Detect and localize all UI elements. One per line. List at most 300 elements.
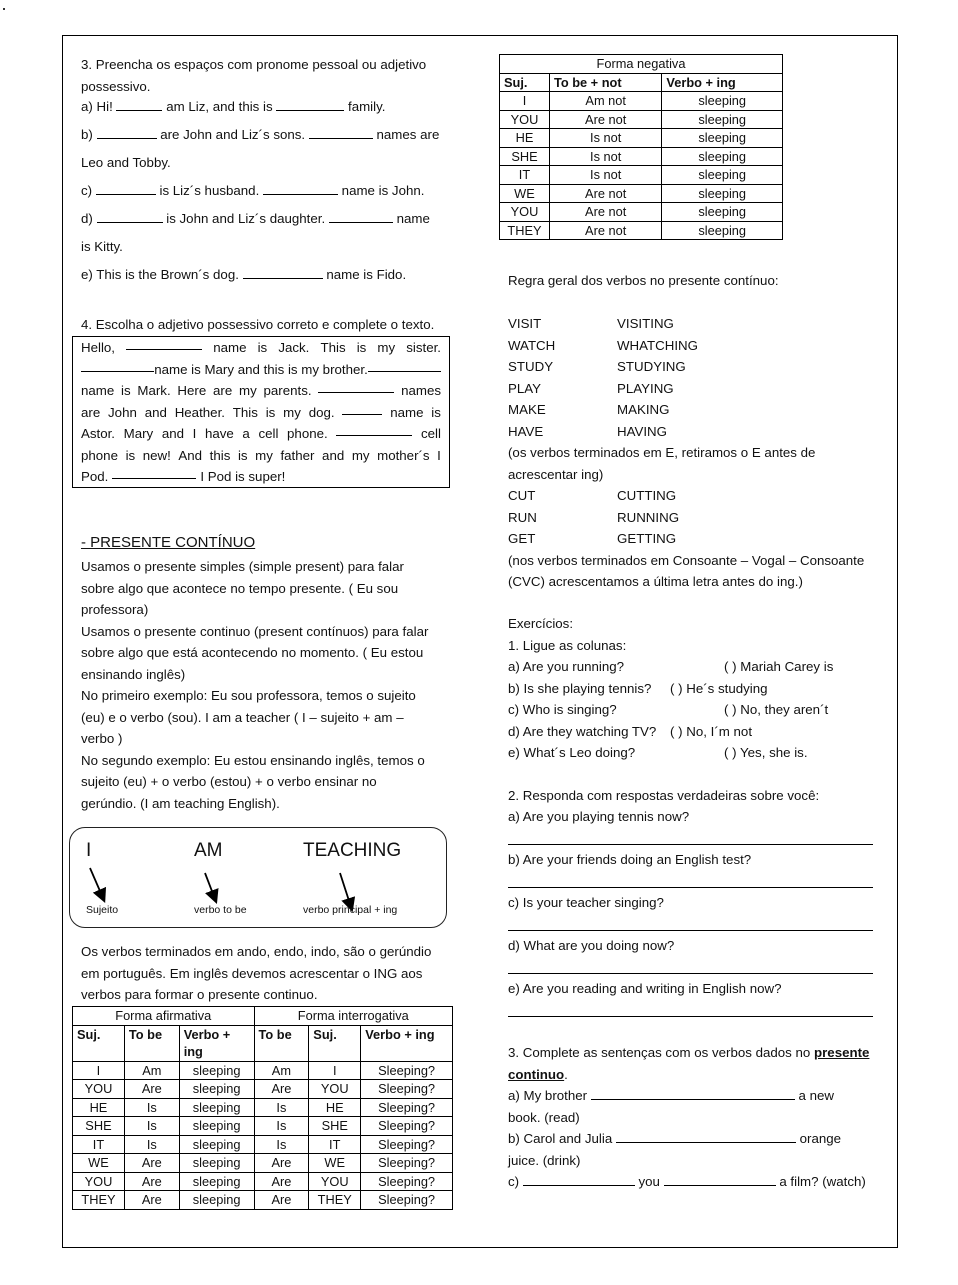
answer-option[interactable]: ( ) Mariah Carey is (724, 659, 834, 674)
blank-field[interactable] (336, 423, 412, 436)
question-text: a) Are you running? (508, 659, 625, 674)
ex3-item-a (81, 96, 385, 118)
table-cell: Is not (549, 129, 661, 148)
table-cell: sleeping (662, 221, 783, 240)
table-cell: I (500, 92, 550, 111)
ing-verb: GETTING (617, 531, 677, 546)
blank-field[interactable] (342, 402, 382, 415)
table-row (500, 147, 783, 166)
table-cell: Are not (549, 184, 661, 203)
gerund-note (81, 941, 431, 1006)
arrow-down-icon (90, 868, 103, 898)
table-cell: Is (254, 1098, 309, 1117)
table-row (500, 92, 783, 111)
table-cell: WE (73, 1154, 125, 1173)
matching-item (508, 656, 878, 678)
table-cell: IT (73, 1135, 125, 1154)
table-row (73, 1061, 453, 1080)
table-cell: Are (254, 1191, 309, 1210)
table-row (73, 1172, 453, 1191)
col-header: To be + not (549, 73, 661, 92)
table-cell: Sleeping? (361, 1117, 453, 1136)
table-cell: SHE (73, 1117, 125, 1136)
matching-item (508, 678, 878, 700)
table-cell: sleeping (179, 1117, 254, 1136)
table-cell: SHE (309, 1117, 361, 1136)
blank-field[interactable] (243, 266, 323, 279)
table-row (500, 203, 783, 222)
text: name (390, 404, 424, 420)
rules-list (508, 313, 864, 593)
answer-line[interactable] (508, 930, 873, 931)
text: is (257, 340, 268, 355)
text: am Liz, and this is (166, 99, 273, 114)
text: Jack. (278, 340, 310, 355)
text: John (108, 404, 137, 420)
base-verb: PLAY (508, 380, 542, 396)
ex3-item-b-cont: Leo and Tobby. (81, 155, 171, 170)
text: names are (376, 127, 440, 142)
ex4-line (81, 423, 441, 445)
text: is (265, 404, 276, 420)
text: I Pod is super! (200, 469, 286, 484)
blank-field[interactable] (276, 98, 344, 111)
text: name (396, 211, 430, 226)
ing-verb: MAKING (617, 402, 670, 417)
text: father (280, 447, 315, 463)
verb-pair (508, 335, 864, 357)
verb-pair (508, 528, 864, 550)
verb-pair (508, 421, 864, 443)
table-cell: Sleeping? (361, 1061, 453, 1080)
verb-pair (508, 485, 864, 507)
table-row (73, 1117, 453, 1136)
table-cell: Are not (549, 203, 661, 222)
text: name is John. (341, 183, 425, 198)
text: new! (142, 447, 171, 463)
ex4-line (81, 359, 441, 381)
text: this (209, 447, 231, 463)
table-cell: IT (500, 166, 550, 185)
ex3r-item-a (508, 1085, 834, 1107)
text: my (377, 340, 396, 355)
question-text: e) What´s Leo doing? (508, 745, 636, 760)
table-cell: Are (124, 1191, 179, 1210)
base-verb: HAVE (508, 423, 544, 439)
text: my (351, 447, 370, 463)
table-cell: Is (124, 1117, 179, 1136)
text: Here (177, 383, 207, 398)
text: a) Hi! (81, 99, 113, 114)
table-row (500, 221, 783, 240)
text: em português. Em inglês devemos acrescentar o ING aos (81, 965, 423, 981)
table-row (73, 1098, 453, 1117)
ing-verb: WHATCHING (617, 337, 699, 353)
text: . (564, 1067, 568, 1082)
ex3r-item-c (508, 1171, 866, 1193)
stray-dot (3, 8, 5, 10)
ex3r-item-a-cont: book. (read) (508, 1110, 580, 1125)
text: cell (258, 426, 279, 441)
paragraph-line: Usamos o presente simples (simple present) para falar (81, 559, 404, 574)
text: my (255, 447, 273, 463)
table-cell: sleeping (662, 166, 783, 185)
group-header-afirmativa: Forma afirmativa (73, 1007, 255, 1026)
sentence-structure-diagram (69, 827, 447, 928)
blank-field[interactable] (116, 98, 162, 111)
question-text: d) Are they watching TV? (508, 723, 657, 739)
table-cell: Are not (549, 110, 661, 129)
text: Hello, (81, 340, 115, 355)
rule-note: (nos verbos terminados em Consoante – Vogal – Consoante (508, 552, 865, 568)
matching-item (508, 721, 878, 743)
word-i: I (86, 840, 92, 861)
emphasis-text: presente (814, 1045, 870, 1060)
word-am: AM (194, 840, 223, 861)
ex3r-item-b (508, 1128, 841, 1150)
text: e) This is the Brown´s dog. (81, 267, 239, 282)
text: sister. (406, 340, 441, 355)
table-cell: Sleeping? (361, 1191, 453, 1210)
table-cell: Is (254, 1135, 309, 1154)
ing-verb: PLAYING (617, 380, 674, 396)
table-cell: sleeping (179, 1154, 254, 1173)
ing-verb: RUNNING (617, 509, 680, 525)
rule-note: acrescentar ing) (508, 466, 604, 482)
table-cell: SHE (500, 147, 550, 166)
blank-field[interactable] (616, 1130, 796, 1143)
blank-field[interactable] (126, 337, 202, 350)
text: Astor. (81, 426, 115, 441)
table-row (500, 166, 783, 185)
col-header: Suj. (73, 1025, 125, 1061)
table-cell: WE (500, 184, 550, 203)
table-cell: YOU (309, 1080, 361, 1099)
table-row (73, 1080, 453, 1099)
table-negative (499, 54, 783, 240)
paragraph-line: No segundo exemplo: Eu estou ensinando inglês, temos o (81, 752, 425, 768)
ex3-item-c (81, 180, 424, 202)
question-text: a) Are you playing tennis now? (508, 809, 690, 824)
text: I (192, 426, 197, 441)
text: name (81, 383, 115, 398)
table-cell: Sleeping? (361, 1135, 453, 1154)
blank-field[interactable] (81, 359, 154, 372)
text: mother´s (377, 447, 430, 463)
emphasis-text: continuo (508, 1067, 565, 1082)
table-row (500, 110, 783, 129)
text: b) Carol and Julia (508, 1131, 613, 1146)
paragraph-line: verbo ) (81, 731, 123, 746)
ex4-line (81, 445, 441, 467)
col-header: To be (254, 1025, 309, 1061)
text: is (431, 404, 441, 420)
table-cell: sleeping (662, 92, 783, 111)
answer-option[interactable]: ( ) He´s studying (670, 680, 768, 696)
table-cell: sleeping (179, 1098, 254, 1117)
arrow-down-icon (205, 873, 215, 899)
blank-field[interactable] (97, 210, 163, 223)
table-cell: sleeping (179, 1135, 254, 1154)
table-cell: sleeping (662, 184, 783, 203)
table-title: Forma negativa (500, 55, 783, 74)
answer-line[interactable] (508, 973, 873, 974)
ing-verb: VISITING (617, 316, 674, 331)
col-header: To be (124, 1025, 179, 1061)
group-header-interrogativa: Forma interrogativa (254, 1007, 452, 1026)
verb-pair (508, 378, 864, 400)
table-cell: sleeping (179, 1191, 254, 1210)
presente-heading (81, 532, 255, 553)
table-cell: Are (124, 1154, 179, 1173)
col-header: Verbo + ing (662, 73, 783, 92)
answer-option[interactable]: ( ) No, they aren´t (724, 702, 829, 717)
ex4-line (81, 466, 441, 488)
text: and (144, 404, 167, 420)
ex4-line (81, 337, 441, 359)
table-cell: Are (254, 1154, 309, 1173)
text: my (283, 404, 301, 420)
text: c) (81, 183, 93, 198)
base-verb: MAKE (508, 402, 546, 417)
question-text: b) Is she playing tennis? (508, 680, 652, 696)
ex3-item-e (81, 264, 406, 286)
text: name is Fido. (326, 267, 407, 282)
text: name is Mary and this is my brother. (154, 361, 368, 377)
table-cell: THEY (500, 221, 550, 240)
text: is John and Liz´s daughter. (166, 211, 326, 226)
text: I (437, 447, 441, 463)
text: d) (81, 211, 93, 226)
text: is (125, 447, 136, 463)
table-cell: Are (124, 1080, 179, 1099)
col-header: Suj. (500, 73, 550, 92)
ex3-item-b (81, 124, 439, 146)
text: is Liz´s husband. (159, 183, 260, 198)
blank-field[interactable] (368, 359, 441, 372)
paragraph-line: sobre algo que acontece no tempo presente. ( Eu sou (81, 580, 399, 596)
text: This (232, 404, 258, 420)
label-verbo-to-be: verbo to be (194, 904, 247, 916)
text: verbos para formar o presente continuo. (81, 987, 318, 1002)
text: is (121, 383, 131, 398)
answer-option[interactable]: ( ) Yes, she is. (724, 745, 808, 760)
text: is (237, 447, 248, 463)
ex3r-title-cont (508, 1064, 568, 1086)
text: are (213, 383, 233, 398)
text: a) My brother (508, 1088, 588, 1103)
text: This (320, 340, 346, 355)
text: you (638, 1174, 660, 1189)
text: is (356, 340, 367, 355)
base-verb: CUT (508, 488, 536, 503)
base-verb: RUN (508, 509, 537, 525)
ing-verb: CUTTING (617, 488, 677, 503)
table-cell: Are (124, 1172, 179, 1191)
paragraph-line: professora) (81, 602, 149, 617)
blank-field[interactable] (96, 182, 156, 195)
table-cell: Are (254, 1172, 309, 1191)
table-cell: I (309, 1061, 361, 1080)
matching-item (508, 742, 878, 764)
text: have (204, 426, 234, 441)
word-teaching: TEACHING (303, 840, 402, 861)
ex4-line (81, 380, 441, 402)
text: phone (81, 447, 118, 463)
ex3r-item-b-cont: juice. (drink) (508, 1153, 581, 1168)
answer-line[interactable] (508, 844, 873, 845)
table-cell: Is (124, 1135, 179, 1154)
heading-text: - PRESENTE CONTÍNUO (81, 534, 256, 551)
paragraph-line: No primeiro exemplo: Eu sou professora, temos o sujeito (81, 688, 416, 703)
text: parents. (263, 383, 312, 398)
text: Mark. (137, 383, 171, 398)
text: and (161, 426, 184, 441)
text: orange (799, 1131, 842, 1146)
ing-verb: STUDYING (617, 359, 686, 374)
table-cell: Is not (549, 147, 661, 166)
text: a film? (watch) (779, 1174, 866, 1189)
blank-field[interactable] (664, 1173, 776, 1186)
blank-field[interactable] (97, 126, 157, 139)
text: are John and Liz´s sons. (160, 127, 306, 142)
base-verb: STUDY (508, 359, 554, 374)
verb-pair (508, 313, 864, 335)
blank-field[interactable] (318, 380, 394, 393)
table-cell: THEY (309, 1191, 361, 1210)
table-cell: Are not (549, 221, 661, 240)
table-row (500, 184, 783, 203)
rule-note: (os verbos terminados em E, retiramos o E antes de (508, 445, 816, 460)
table-cell: Sleeping? (361, 1172, 453, 1191)
text: Pod. (81, 469, 109, 484)
paragraph-line: ensinando inglês) (81, 666, 186, 682)
ex2-title: 2. Responda com respostas verdadeiras sobre você: (508, 788, 820, 803)
table-row (73, 1135, 453, 1154)
table-cell: HE (73, 1098, 125, 1117)
table-cell: sleeping (179, 1080, 254, 1099)
table-cell: sleeping (662, 110, 783, 129)
paragraph-line: Usamos o presente continuo (present contínuos) para falar (81, 623, 429, 639)
answer-line[interactable] (508, 887, 873, 888)
table-cell: Sleeping? (361, 1154, 453, 1173)
table-cell: YOU (500, 110, 550, 129)
presente-body (81, 556, 428, 814)
answer-line[interactable] (508, 1016, 873, 1017)
arrow-down-icon (340, 873, 351, 907)
ex4-title: 4. Escolha o adjetivo possessivo correto e complete o texto. (81, 317, 435, 332)
table-cell: Am not (549, 92, 661, 111)
col-header: Verbo + ing (361, 1025, 453, 1061)
ex3-title-line1: 3. Preencha os espaços com pronome pessoal ou adjetivo (81, 57, 427, 72)
table-cell: sleeping (662, 203, 783, 222)
table-cell: YOU (73, 1080, 125, 1099)
ex3-item-d-cont: is Kitty. (81, 239, 123, 254)
ex3-title (81, 54, 426, 97)
question-text: b) Are your friends doing an English test? (508, 852, 752, 867)
text: a new (798, 1088, 834, 1103)
table-cell: WE (309, 1154, 361, 1173)
table-cell: Is (254, 1117, 309, 1136)
table-cell: YOU (500, 203, 550, 222)
text: 3. Complete as sentenças com os verbos dados no (508, 1045, 814, 1060)
text: Mary (123, 426, 154, 441)
base-verb: VISIT (508, 316, 542, 331)
base-verb: GET (508, 531, 536, 546)
text: and (322, 447, 345, 463)
ex4-line (81, 402, 441, 424)
table-cell: Is not (549, 166, 661, 185)
table-cell: I (73, 1061, 125, 1080)
table-cell: sleeping (179, 1061, 254, 1080)
table-cell: HE (309, 1098, 361, 1117)
question-text: c) Is your teacher singing? (508, 895, 664, 910)
paragraph-line: gerúndio. (I am teaching English). (81, 795, 280, 811)
blank-field[interactable] (112, 466, 196, 479)
question-text: e) Are you reading and writing in English now? (508, 981, 782, 996)
table-row (73, 1191, 453, 1210)
label-verbo-principal: verbo principal + ing (303, 904, 398, 916)
col-header: Suj. (309, 1025, 361, 1061)
verb-pair (508, 356, 864, 378)
text: Heather. (174, 404, 225, 420)
ex3-item-d (81, 208, 430, 230)
table-cell: YOU (73, 1172, 125, 1191)
text: a (242, 426, 250, 441)
question-text: d) What are you doing now? (508, 938, 675, 953)
blank-field[interactable] (591, 1087, 795, 1100)
col-header: Verbo + ing (179, 1025, 254, 1061)
text: b) (81, 127, 93, 142)
ex3-title-line2: possessivo. (81, 78, 151, 94)
table-cell: sleeping (662, 129, 783, 148)
paragraph-line: (eu) e o verbo (sou). I am a teacher ( I – sujeito + am – (81, 709, 404, 725)
blank-field[interactable] (329, 210, 393, 223)
table-cell: sleeping (662, 147, 783, 166)
table-affirmative-interrogative (72, 1006, 453, 1210)
text: name (213, 340, 247, 355)
table-cell: Sleeping? (361, 1080, 453, 1099)
table-cell: HE (500, 129, 550, 148)
text: c) (508, 1174, 520, 1189)
table-cell: sleeping (179, 1172, 254, 1191)
answer-option[interactable]: ( ) No, I´m not (670, 723, 753, 739)
verb-pair (508, 507, 864, 529)
rules-title: Regra geral dos verbos no presente contínuo: (508, 273, 779, 288)
label-sujeito: Sujeito (86, 904, 119, 916)
table-cell: Is (124, 1098, 179, 1117)
base-verb: WATCH (508, 337, 556, 353)
blank-field[interactable] (263, 182, 338, 195)
ing-verb: HAVING (617, 423, 667, 439)
table-row (500, 129, 783, 148)
text: family. (348, 99, 386, 114)
ex3r-title (508, 1042, 869, 1064)
table-cell: YOU (309, 1172, 361, 1191)
exercises-heading: Exercícios: (508, 616, 574, 631)
text: And (178, 447, 203, 463)
text: phone. (287, 426, 328, 441)
table-cell: THEY (73, 1191, 125, 1210)
paragraph-line: sobre algo que está acontecendo no momento. ( Eu estou (81, 645, 424, 660)
text: are (81, 404, 101, 420)
question-text: c) Who is singing? (508, 702, 617, 717)
blank-field[interactable] (523, 1173, 635, 1186)
rule-note: (CVC) acrescentamos a última letra antes do ing.) (508, 574, 803, 589)
blank-field[interactable] (309, 126, 373, 139)
ex1-title: 1. Ligue as colunas: (508, 638, 627, 653)
table-cell: Am (254, 1061, 309, 1080)
